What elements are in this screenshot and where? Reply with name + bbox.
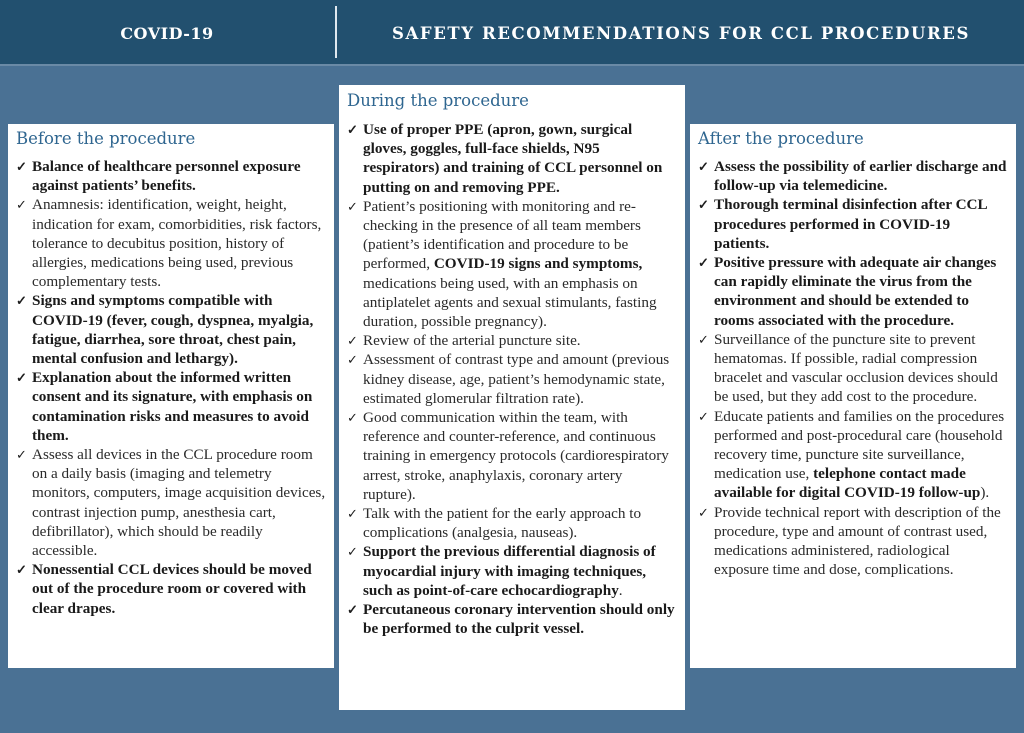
checkmark-icon: ✓	[16, 159, 27, 174]
checklist-item	[16, 445, 326, 560]
checklist-item	[347, 408, 677, 504]
item-text: Surveillance of the puncture site to prevent hematomas. If possible, radial compression bracelet and vascular occlusion devices should be used, but they add cost to the procedure.	[714, 330, 998, 406]
checklist-item	[16, 291, 326, 368]
checklist-item	[347, 504, 677, 542]
item-text: Use of proper PPE (apron, gown, surgical gloves, goggles, full-face shields, N95 respirators) and training of CCL personnel on putting on and removing PPE.	[363, 121, 663, 196]
checklist-item	[698, 195, 1008, 253]
item-text: Balance of healthcare personnel exposure against patients’ benefits.	[32, 158, 301, 195]
checkmark-icon: ✓	[347, 544, 358, 560]
checkmark-icon: ✓	[347, 506, 358, 522]
item-text: Assessment of contrast type and amount (previous kidney disease, age, patient’s hemodynamic state, estimated glomerular filtration rate).	[363, 351, 670, 407]
checklist-item	[16, 157, 326, 195]
checkmark-icon: ✓	[16, 370, 27, 386]
checkmark-icon: ✓	[698, 197, 709, 213]
checkmark-icon: ✓	[16, 447, 27, 463]
item-text: Patient’s positioning with monitoring and re-checking in the presence of all team members (patient’s identification and procedure to be performed,	[363, 197, 641, 273]
before-procedure-title: Before the procedure	[16, 129, 196, 148]
checkmark-icon: ✓	[16, 197, 27, 213]
checkmark-icon: ✓	[698, 255, 709, 271]
item-text: Assess the possibility of earlier discharge and follow-up via telemedicine.	[714, 158, 1007, 195]
item-text: .	[618, 581, 623, 599]
checklist-item	[347, 542, 677, 600]
checkmark-icon: ✓	[347, 333, 358, 349]
checkmark-icon: ✓	[698, 159, 709, 174]
item-text: Explanation about the informed written consent and its signature, with emphasis on contamination risks and measures to avoid them.	[32, 369, 313, 444]
during-procedure-panel	[339, 85, 685, 710]
checkmark-icon: ✓	[347, 122, 358, 137]
item-text: Review of the arterial puncture site.	[363, 332, 581, 350]
checklist-item	[347, 600, 677, 638]
during-procedure-title: During the procedure	[347, 91, 529, 110]
checkmark-icon: ✓	[347, 602, 358, 618]
header-band	[0, 0, 1024, 66]
item-emphasis-text: Support the previous differential diagnosis of myocardial injury with imaging techniques, such as point-of-care echocardiography	[363, 543, 656, 599]
item-text: Positive pressure with adequate air changes can rapidly eliminate the virus from the environment and should be extended to rooms associated with the procedure.	[714, 254, 997, 329]
item-emphasis-text: telephone contact made available for digital COVID-19 follow-up	[714, 465, 981, 502]
checklist-item	[16, 195, 326, 291]
checklist-item	[347, 197, 677, 331]
after-procedure-panel	[690, 124, 1016, 668]
checkmark-icon: ✓	[698, 504, 709, 520]
checkmark-icon: ✓	[347, 352, 358, 368]
item-text: Talk with the patient for the early approach to complications (analgesia, nauseas).	[363, 505, 642, 542]
checklist-item	[347, 350, 677, 408]
checklist-item	[347, 120, 677, 197]
checklist-item	[698, 407, 1008, 503]
item-text: Anamnesis: identification, weight, height, indication for exam, comorbidities, risk factors, tolerance to decubitus position, history of allergies, medications being used, previous complementary tests.	[32, 196, 322, 291]
item-text: Percutaneous coronary intervention should only be performed to the culprit vessel.	[363, 601, 675, 638]
checkmark-icon: ✓	[347, 410, 358, 426]
checklist-item	[698, 330, 1008, 407]
item-emphasis-text: COVID-19 signs and symptoms,	[433, 255, 643, 273]
checklist-item	[698, 253, 1008, 330]
item-text: Educate patients and families on the procedures performed and post-procedural care (household recovery time, puncture site surveillance, medication use,	[714, 407, 1005, 483]
item-text: Good communication within the team, with reference and counter-reference, and continuous training in emergency protocols (cardiorespiratory arrest, stroke, anaphylaxis, coronary artery rupture).	[363, 409, 669, 503]
checkmark-icon: ✓	[16, 562, 27, 578]
after-procedure-title: After the procedure	[698, 129, 864, 148]
checklist-item	[16, 368, 326, 445]
header-right-title: SAFETY RECOMMENDATIONS FOR CCL PROCEDURES	[392, 23, 970, 43]
checklist-item	[698, 157, 1008, 195]
item-text: Thorough terminal disinfection after CCL procedures performed in COVID-19 patients.	[714, 196, 987, 252]
header-divider	[335, 6, 337, 58]
checkmark-icon: ✓	[347, 198, 358, 214]
header-left-title: COVID-19	[120, 23, 214, 43]
checklist-item	[698, 503, 1008, 580]
item-text: ).	[980, 484, 990, 502]
item-text: Provide technical report with description of the procedure, type and amount of contrast used, medications administered, radiological exposure time and dose, complications.	[714, 503, 1001, 579]
after-procedure-list	[698, 157, 1008, 579]
checkmark-icon: ✓	[698, 331, 709, 347]
checkmark-icon: ✓	[698, 408, 709, 424]
item-text: Nonessential CCL devices should be moved out of the procedure room or covered with clear drapes.	[32, 561, 312, 617]
before-procedure-panel	[8, 124, 334, 668]
item-text: Signs and symptoms compatible with COVID-19 (fever, cough, dyspnea, myalgia, fatigue, diarrhea, sore throat, chest pain, mental confusion and lethargy).	[32, 292, 314, 368]
item-text: Assess all devices in the CCL procedure room on a daily basis (imaging and telemetry monitors, computers, image acquisition devices, contrast injection pump, anesthesia cart, defibrillator), which should be readily accessible.	[32, 446, 326, 560]
item-text: medications being used, with an emphasis on antiplatelet agents and sexual stimulants, fasting duration, possible pregnancy).	[363, 274, 657, 331]
during-procedure-list	[347, 120, 677, 638]
checklist-item	[347, 331, 677, 350]
before-procedure-list	[16, 157, 326, 618]
checklist-item	[16, 560, 326, 618]
checkmark-icon: ✓	[16, 293, 27, 309]
